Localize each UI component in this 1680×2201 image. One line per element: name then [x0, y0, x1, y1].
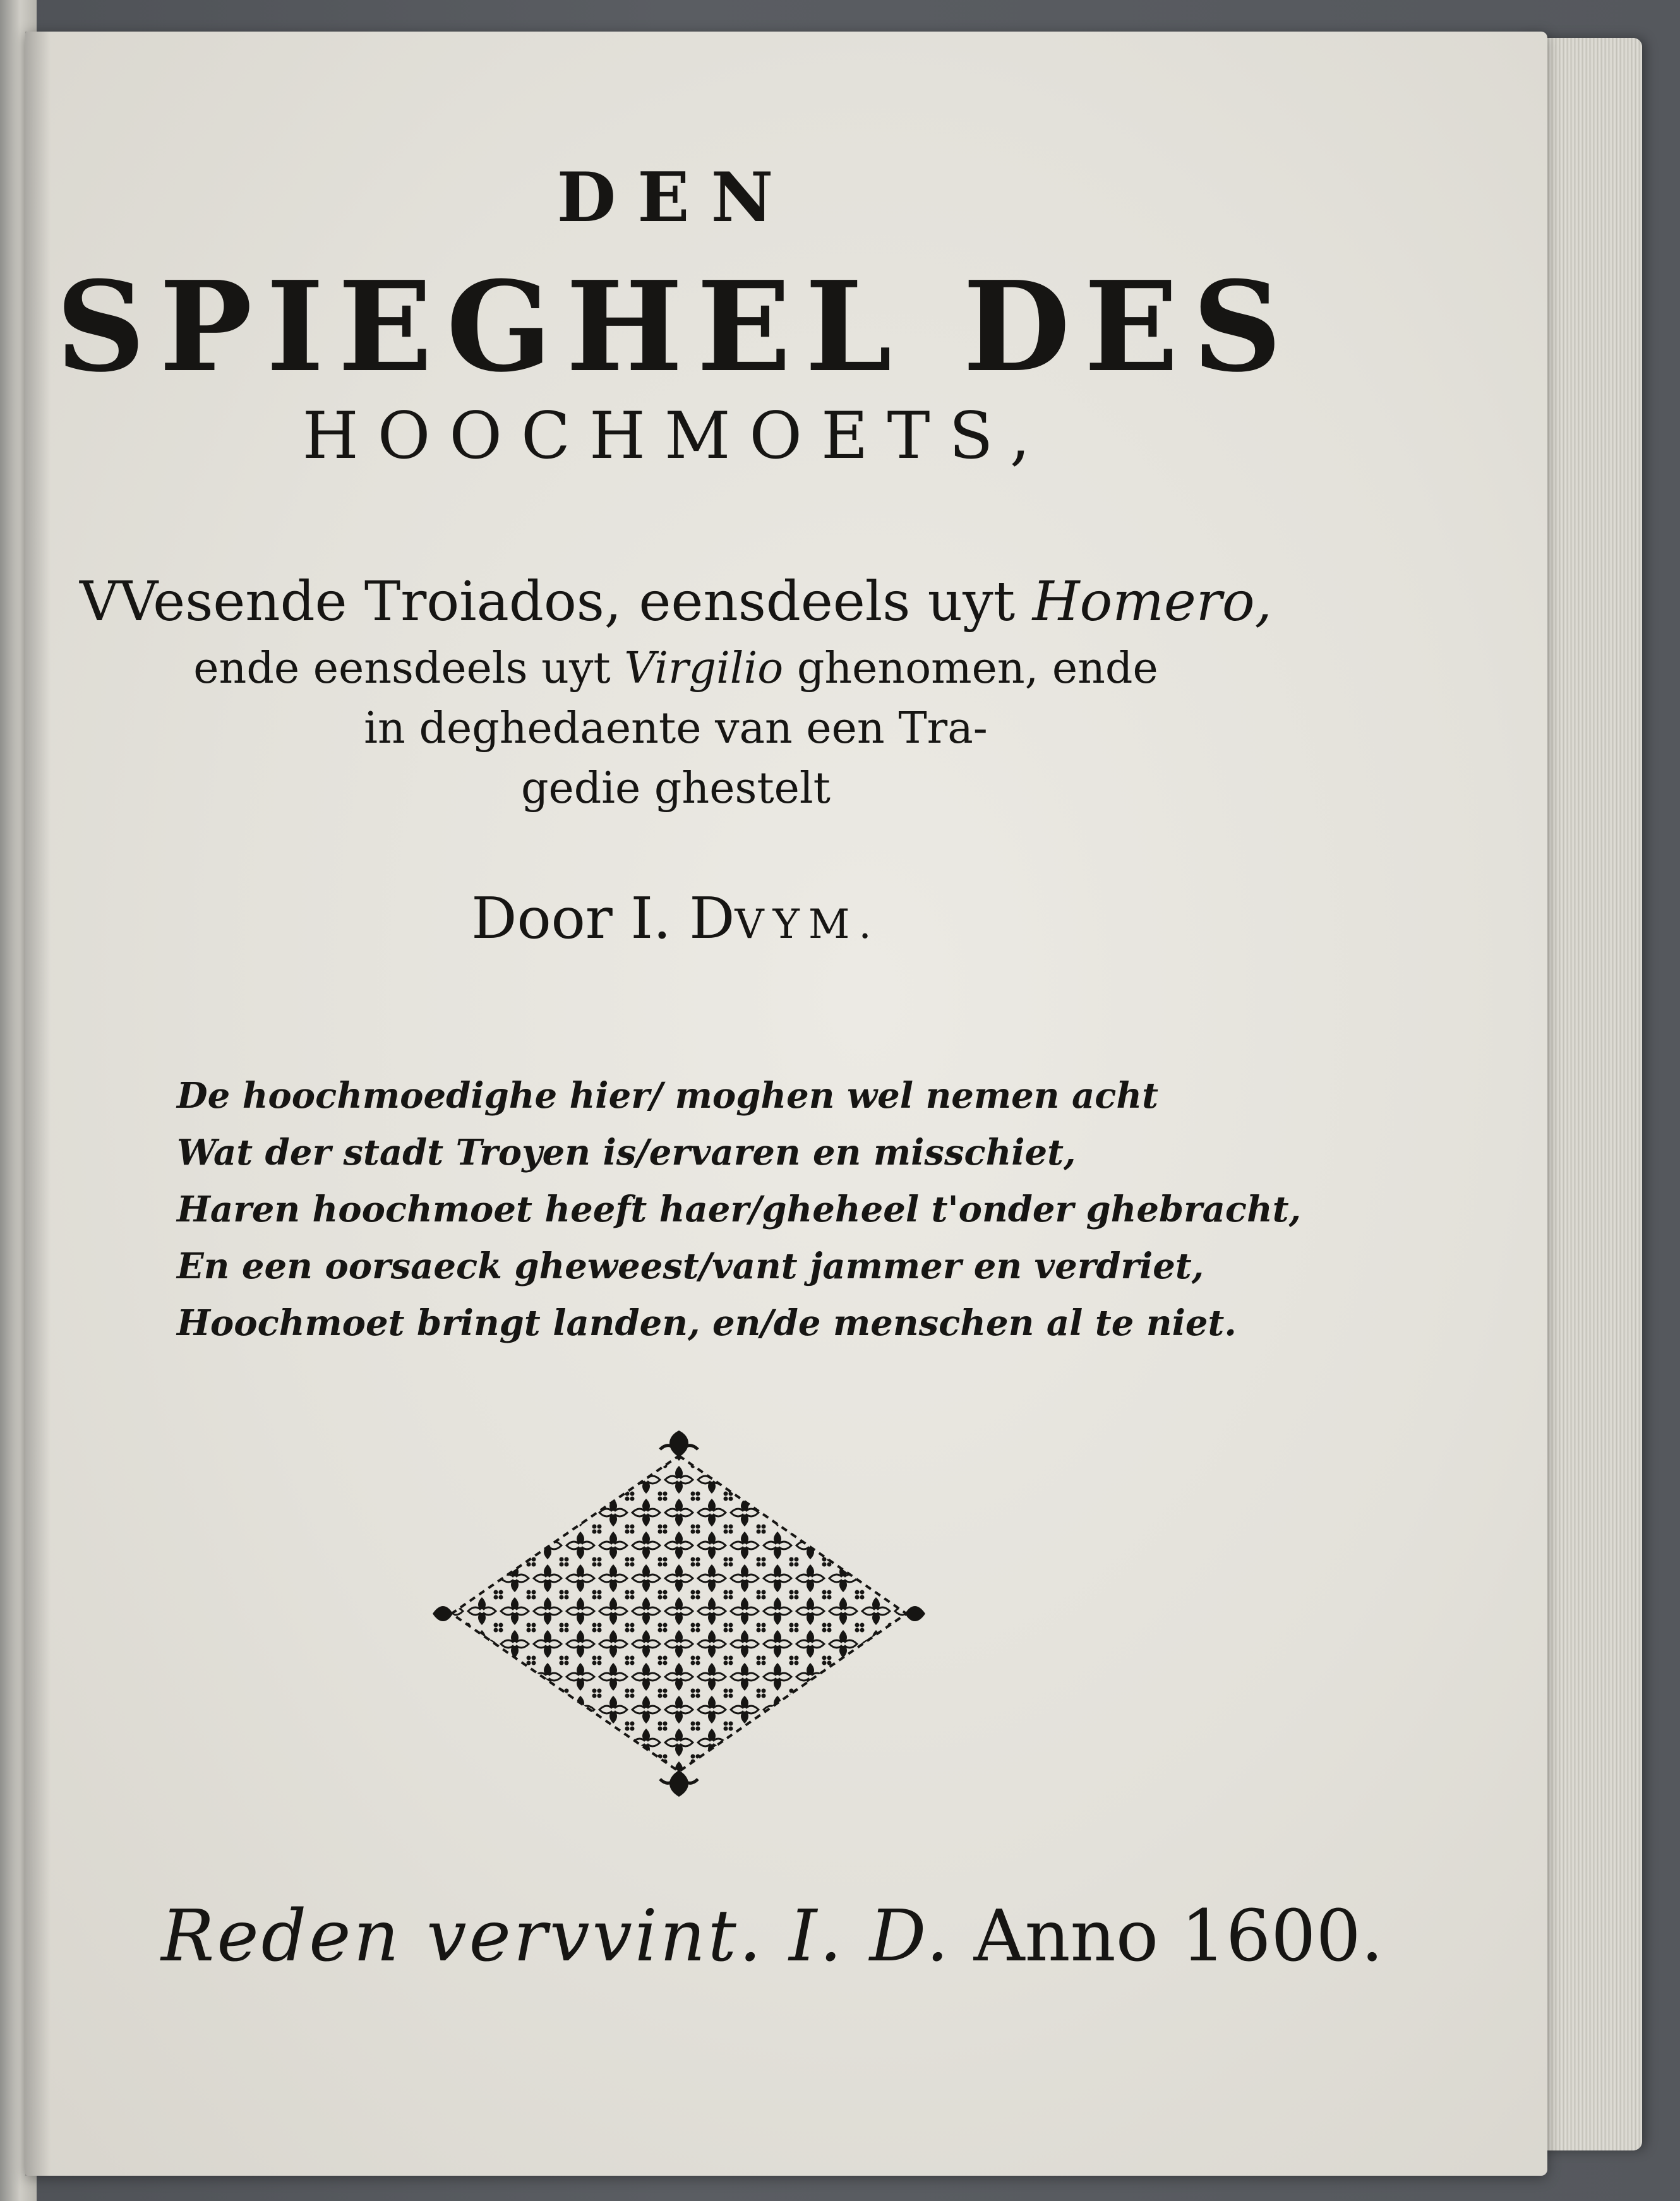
- title-page: [25, 32, 1547, 2176]
- subtitle-virgilio: Virgilio: [624, 644, 784, 693]
- title-line-den: DEN: [556, 158, 795, 237]
- subtitle-homero: Homero,: [1032, 570, 1273, 633]
- subtitle-line-4: gedie ghestelt: [520, 764, 831, 813]
- verse-line: En een oorsaeck gheweest/vant jammer en verdriet,: [177, 1245, 1204, 1287]
- subtitle-line-1: [25, 570, 1326, 633]
- motto-year: Anno 1600.: [951, 1895, 1384, 1977]
- printers-ornament-icon: [433, 1430, 925, 1797]
- verse-line: Haren hoochmoet heeft haer/gheheel t'onder ghebracht,: [177, 1189, 1302, 1230]
- subtitle-text: ghenomen, ende: [783, 644, 1158, 693]
- verse-stanza: [177, 1067, 1314, 1352]
- author-prefix: Door I. D: [471, 885, 735, 952]
- title-line-hoochmoets: HOOCHMOETS,: [302, 399, 1050, 474]
- author-line: [25, 885, 1326, 952]
- subtitle-line-3: in deghedaente van een Tra-: [364, 704, 988, 753]
- motto-italic: Reden vervvint. I. D.: [161, 1895, 951, 1977]
- motto-line: [161, 1895, 1384, 1977]
- verse-line: De hoochmoedighe hier/ moghen wel nemen acht: [177, 1075, 1158, 1117]
- author-smallcaps: VYM.: [735, 901, 880, 948]
- verse-line: Hoochmoet bringt landen, en/de menschen al te niet.: [177, 1302, 1237, 1344]
- subtitle-text: ende eensdeels uyt: [193, 644, 625, 693]
- verse-line: Wat der stadt Troyen is/ervaren en misschiet,: [177, 1132, 1076, 1173]
- subtitle-line-2: [25, 644, 1326, 693]
- title-line-spieghel: SPIEGHEL DES: [56, 255, 1296, 400]
- subtitle-text: VVesende Troiados, eensdeels uyt: [79, 570, 1033, 633]
